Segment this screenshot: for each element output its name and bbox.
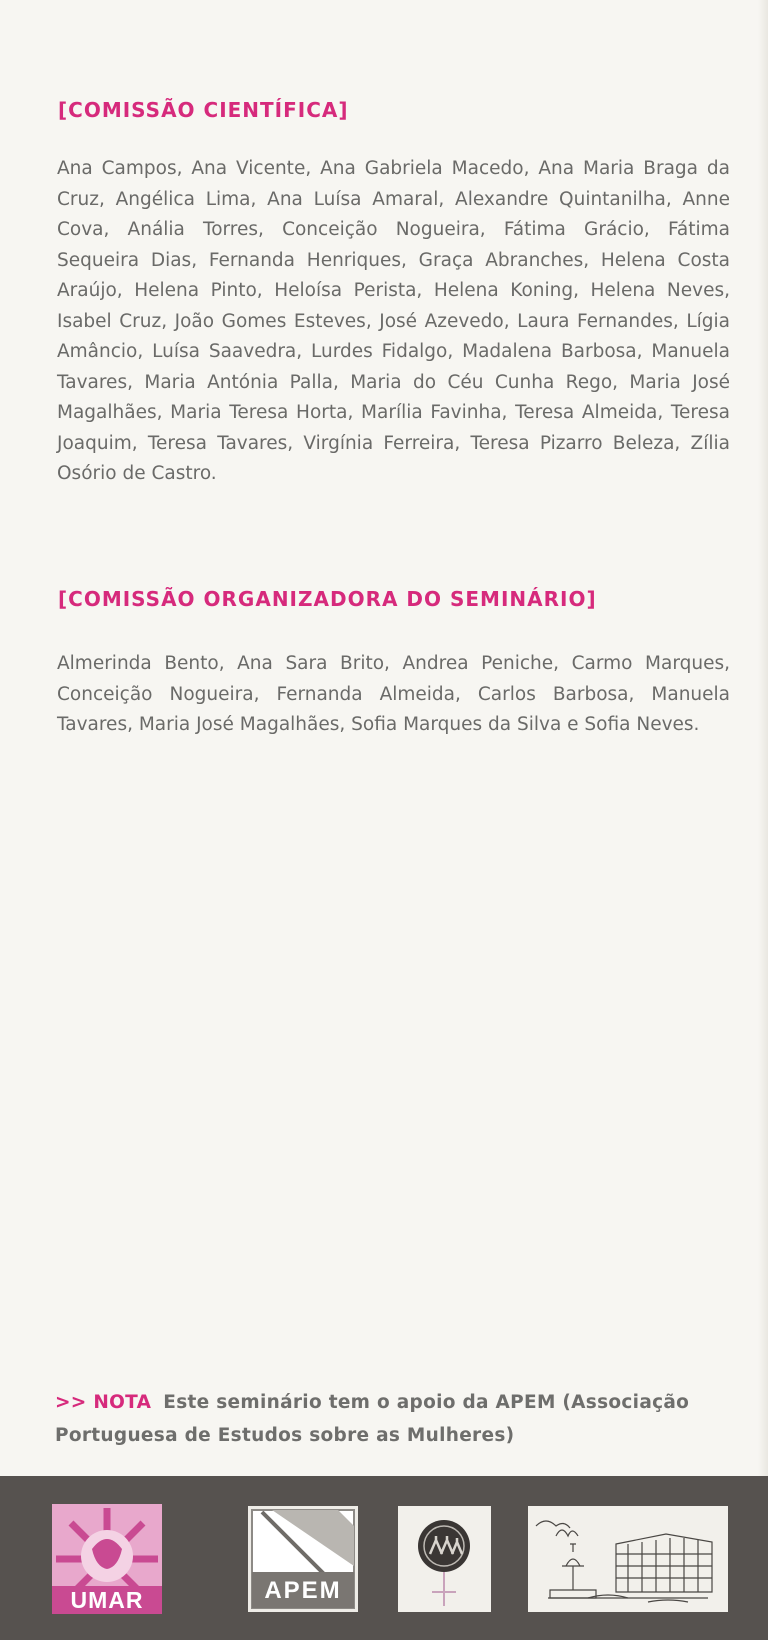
page-edge-shadow bbox=[758, 0, 768, 1476]
venus-circle-icon bbox=[398, 1506, 491, 1612]
scientific-committee-heading: [COMISSÃO CIENTÍFICA] bbox=[58, 98, 349, 122]
support-note bbox=[55, 1386, 735, 1452]
umar-logo bbox=[52, 1504, 162, 1614]
note-label: >> NOTA bbox=[55, 1392, 152, 1413]
apem-logo-text: APEM bbox=[264, 1577, 342, 1604]
note-text: Este seminário tem o apoio da APEM (Associação Portuguesa de Estudos sobre as Mulheres) bbox=[55, 1392, 690, 1446]
fountain-sketch bbox=[528, 1506, 728, 1612]
scientific-committee-members: Ana Campos, Ana Vicente, Ana Gabriela Macedo, Ana Maria Braga da Cruz, Angélica Lima, Ana Luísa Amaral, Alexandre Quintanilha, Anne Cova, Anália Torres, Conceição Nogueira, Fátima Grácio, Fátima Sequeira Dias, Fernanda Henriques, Graça Abranches, Helena Costa Araújo, Helena Pinto, Heloísa Perista, Helena Koning, Helena Neves, Isabel Cruz, João Gomes Esteves, José Azevedo, Laura Fernandes, Lígia Amâncio, Luísa Saavedra, Lurdes Fidalgo, Madalena Barbosa, Manuela Tavares, Maria Antónia Palla, Maria do Céu Cunha Rego, Maria José Magalhães, Maria Teresa Horta, Marília Favinha, Teresa Almeida, Teresa Joaquim, Teresa Tavares, Virgínia Ferreira, Teresa Pizarro Beleza, Zília Osório de Castro. bbox=[57, 158, 730, 484]
apem-logo bbox=[248, 1506, 358, 1612]
umar-logo-text: UMAR bbox=[70, 1587, 144, 1613]
fountain-sketch-icon bbox=[528, 1506, 728, 1612]
organizing-committee-members: Almerinda Bento, Ana Sara Brito, Andrea Peniche, Carmo Marques, Conceição Nogueira, Fernanda Almeida, Carlos Barbosa, Manuela Tavares, Maria José Magalhães, Sofia Marques da Silva e Sofia Neves. bbox=[57, 653, 730, 735]
sponsor-footer bbox=[0, 1476, 768, 1640]
women-circle-logo bbox=[398, 1506, 491, 1612]
organizing-committee-heading: [COMISSÃO ORGANIZADORA DO SEMINÁRIO] bbox=[58, 587, 597, 611]
